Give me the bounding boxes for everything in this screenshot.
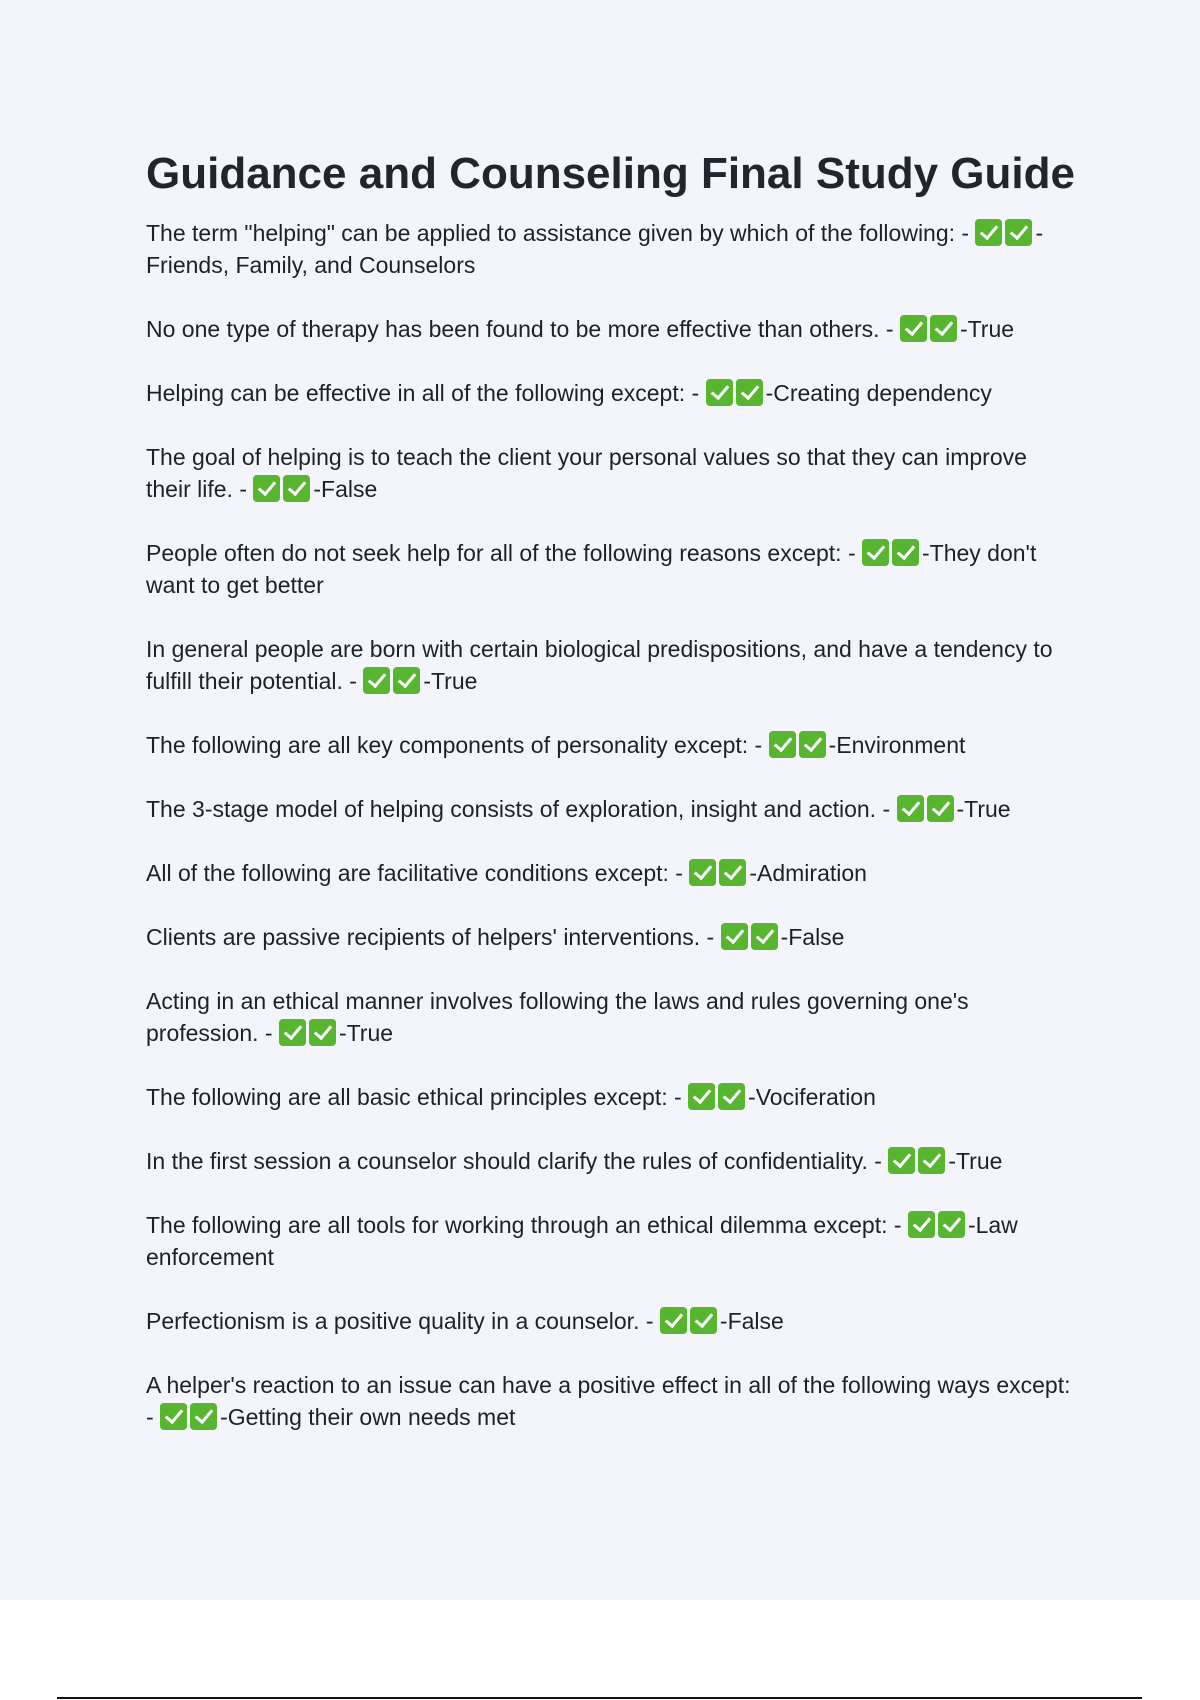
question-item — [146, 217, 1076, 281]
check-mark-icon — [660, 1307, 687, 1334]
answer-text: -True — [948, 1148, 1003, 1174]
answer-text: -Creating dependency — [765, 380, 992, 406]
answer-text: -True — [338, 1020, 394, 1046]
check-mark-icon — [363, 667, 390, 694]
answer-text: -False — [719, 1308, 784, 1334]
answer-text: -Friends, Family, and Counselors — [146, 220, 1044, 278]
check-mark-icon — [393, 667, 420, 694]
check-mark-icon — [927, 795, 954, 822]
question-item — [146, 729, 1076, 761]
answer-text: -True — [959, 316, 1015, 342]
check-mark-icon — [1005, 219, 1032, 246]
question-text: The 3-stage model of helping consists of exploration, insight and action. - — [146, 796, 897, 822]
check-mark-icon — [736, 379, 763, 406]
check-mark-icon — [751, 923, 778, 950]
answer-text: -False — [780, 924, 845, 950]
answer-text: -Getting their own needs met — [220, 1404, 516, 1430]
question-list — [146, 217, 1076, 1433]
question-text: The following are all key components of personality except: - — [146, 732, 769, 758]
check-mark-icon — [719, 859, 746, 886]
question-text: In general people are born with certain biological predispositions, and have a tendency to fulfill their potential. - — [146, 636, 1053, 694]
check-mark-icon — [718, 1083, 745, 1110]
question-text: The following are all tools for working through an ethical dilemma except: - — [146, 1212, 908, 1238]
question-item — [146, 1305, 1076, 1337]
document-content — [146, 140, 1076, 1465]
check-mark-icon — [689, 859, 716, 886]
question-item — [146, 377, 1076, 409]
check-mark-icon — [160, 1403, 187, 1430]
question-item — [146, 441, 1076, 505]
question-item — [146, 793, 1076, 825]
question-item — [146, 985, 1076, 1049]
question-item — [146, 1145, 1076, 1177]
check-mark-icon — [900, 315, 927, 342]
check-mark-icon — [309, 1019, 336, 1046]
answer-text: -True — [956, 796, 1011, 822]
check-mark-icon — [888, 1147, 915, 1174]
question-text: The goal of helping is to teach the client your personal values so that they can improve their life. - — [146, 444, 1027, 502]
check-mark-icon — [253, 475, 280, 502]
check-mark-icon — [688, 1083, 715, 1110]
question-item — [146, 1081, 1076, 1113]
check-mark-icon — [769, 731, 796, 758]
question-text: Perfectionism is a positive quality in a counselor. - — [146, 1308, 660, 1334]
check-mark-icon — [938, 1211, 965, 1238]
question-item — [146, 633, 1076, 697]
question-item — [146, 313, 1076, 345]
question-item — [146, 857, 1076, 889]
answer-text: -True — [423, 668, 478, 694]
check-mark-icon — [975, 219, 1002, 246]
check-mark-icon — [908, 1211, 935, 1238]
answer-text: -Admiration — [749, 860, 867, 886]
check-mark-icon — [799, 731, 826, 758]
check-mark-icon — [190, 1403, 217, 1430]
check-mark-icon — [918, 1147, 945, 1174]
answer-text: -Law enforcement — [146, 1212, 1018, 1270]
question-text: In the first session a counselor should clarify the rules of confidentiality. - — [146, 1148, 889, 1174]
check-mark-icon — [892, 539, 919, 566]
page-divider — [57, 1697, 1142, 1699]
question-text: No one type of therapy has been found to be more effective than others. - — [146, 316, 900, 342]
question-text: People often do not seek help for all of the following reasons except: - — [146, 540, 862, 566]
answer-text: -They don't want to get better — [146, 540, 1037, 598]
check-mark-icon — [930, 315, 957, 342]
check-mark-icon — [706, 379, 733, 406]
answer-text: -False — [313, 476, 378, 502]
question-item — [146, 1369, 1076, 1433]
question-text: Acting in an ethical manner involves following the laws and rules governing one's profession. - — [146, 988, 969, 1046]
question-item — [146, 1209, 1076, 1273]
check-mark-icon — [283, 475, 310, 502]
question-text: The following are all basic ethical principles except: - — [146, 1084, 689, 1110]
question-text: Helping can be effective in all of the following except: - — [146, 380, 706, 406]
question-item — [146, 537, 1076, 601]
question-text: A helper's reaction to an issue can have a positive effect in all of the following ways except: - — [146, 1372, 1071, 1430]
page-title: Guidance and Counseling Final Study Guide — [146, 149, 1075, 198]
check-mark-icon — [690, 1307, 717, 1334]
answer-text: -Environment — [828, 732, 966, 758]
check-mark-icon — [862, 539, 889, 566]
question-item — [146, 921, 1076, 953]
question-text: All of the following are facilitative conditions except: - — [146, 860, 690, 886]
check-mark-icon — [279, 1019, 306, 1046]
check-mark-icon — [897, 795, 924, 822]
question-text: Clients are passive recipients of helpers' interventions. - — [146, 924, 721, 950]
check-mark-icon — [721, 923, 748, 950]
answer-text: -Vociferation — [748, 1084, 876, 1110]
question-text: The term "helping" can be applied to assistance given by which of the following: - — [146, 220, 976, 246]
